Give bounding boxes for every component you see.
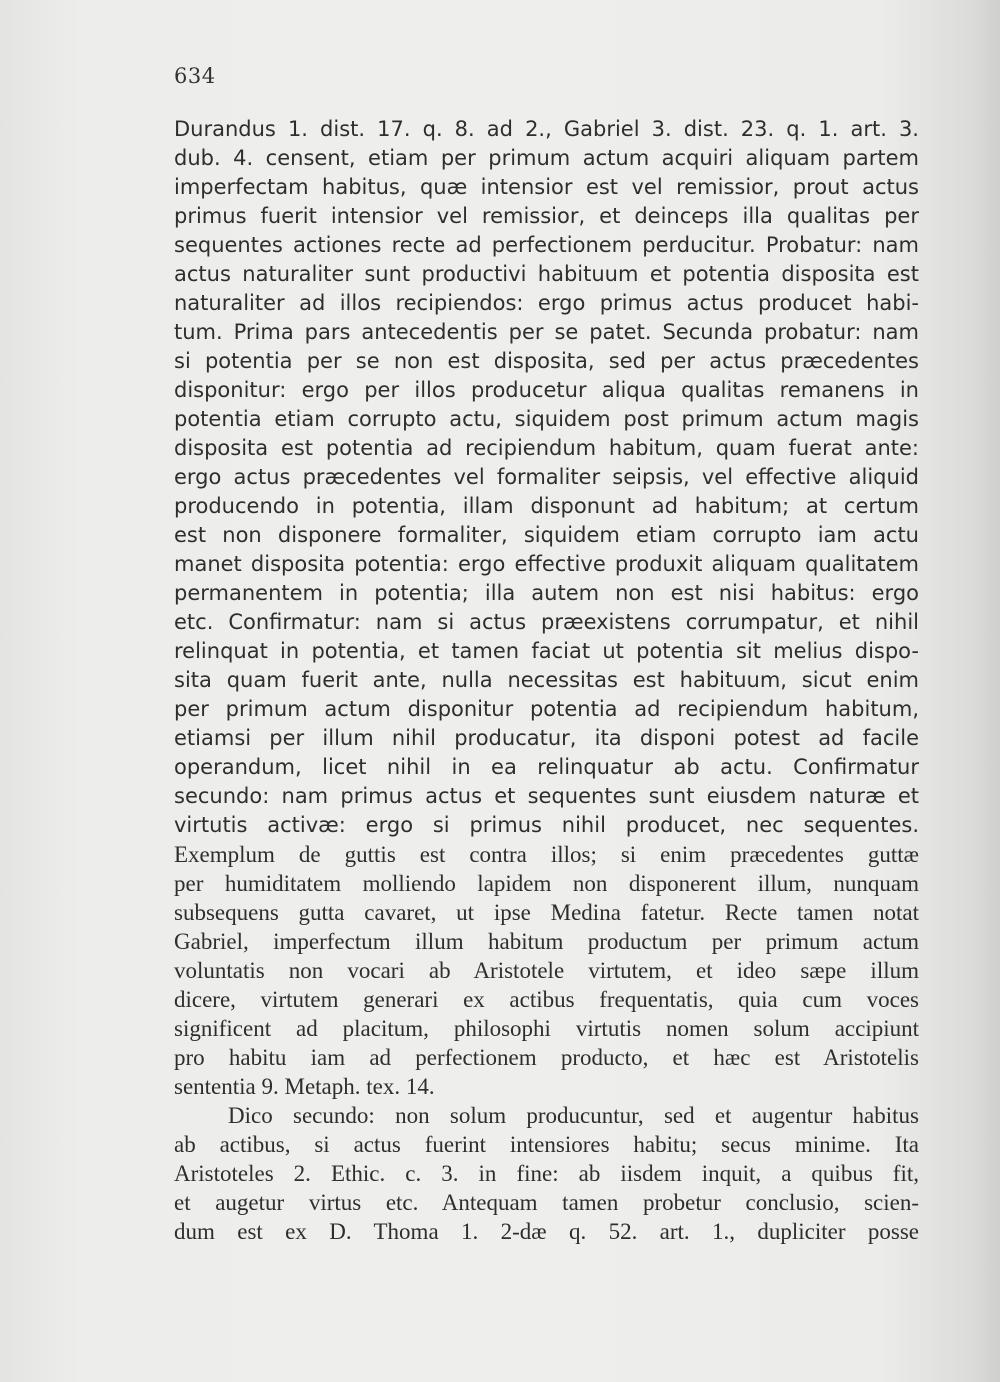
- text-line: pro habitu iam ad perfectionem producto, et hæc est Aristotelis: [174, 1045, 919, 1070]
- text-line: sita quam fuerit ante, nulla necessitas est habituum, sicut enim: [174, 668, 919, 692]
- text-line: et augetur virtus etc. Antequam tamen probetur conclusio, scien-: [174, 1190, 919, 1215]
- text-line: potentia etiam corrupto actu, siquidem post primum actum magis: [174, 407, 919, 431]
- text-line: tum. Prima pars antecedentis per se patet. Secunda probatur: nam: [174, 320, 919, 344]
- text-line: si potentia per se non est disposita, sed per actus præcedentes: [174, 349, 919, 373]
- text-line: naturaliter ad illos recipiendos: ergo primus actus producet habi-: [174, 291, 919, 315]
- text-line: ab actibus, si actus fuerint intensiores habitu; secus minime. Ita: [174, 1132, 919, 1157]
- text-line: dicere, virtutem generari ex actibus frequentatis, quia cum voces: [174, 987, 919, 1012]
- text-line: producendo in potentia, illam disponunt ad habitum; at certum: [174, 494, 919, 518]
- text-line: est non disponere formaliter, siquidem etiam corrupto iam actu: [174, 523, 919, 547]
- text-line: sequentes actiones recte ad perfectionem perducitur. Probatur: nam: [174, 233, 919, 257]
- text-line: per humiditatem molliendo lapidem non disponerent illum, nunquam: [174, 871, 919, 896]
- text-line: manet disposita potentia: ergo effective produxit aliquam qualitatem: [174, 552, 919, 576]
- text-line: per primum actum disponitur potentia ad recipiendum habitum,: [174, 697, 919, 721]
- text-line: voluntatis non vocari ab Aristotele virtutem, et ideo sæpe illum: [174, 958, 919, 983]
- text-line: ergo actus præcedentes vel formaliter seipsis, vel effective aliquid: [174, 465, 919, 489]
- text-line: disposita est potentia ad recipiendum habitum, quam fuerat ante:: [174, 436, 919, 460]
- text-line: dub. 4. censent, etiam per primum actum acquiri aliquam partem: [174, 146, 919, 170]
- text-line: Dico secundo: non solum producuntur, sed et augentur habitus: [228, 1103, 919, 1128]
- page-number: 634: [174, 64, 216, 88]
- text-line: imperfectam habitus, quæ intensior est vel remissior, prout actus: [174, 175, 919, 199]
- text-line: actus naturaliter sunt productivi habituum et potentia disposita est: [174, 262, 919, 286]
- text-line: operandum, licet nihil in ea relinquatur ab actu. Confirmatur: [174, 755, 919, 779]
- body-text: [174, 115, 919, 1246]
- text-line: disponitur: ergo per illos producetur aliqua qualitas remanens in: [174, 378, 919, 402]
- text-line: subsequens gutta cavaret, ut ipse Medina fatetur. Recte tamen notat: [174, 900, 919, 925]
- text-line: etc. Confirmatur: nam si actus præexistens corrumpatur, et nihil: [174, 610, 919, 634]
- text-line: Gabriel, imperfectum illum habitum productum per primum actum: [174, 929, 919, 954]
- text-line: primus fuerit intensior vel remissior, et deinceps illa qualitas per: [174, 204, 919, 228]
- text-line: significent ad placitum, philosophi virtutis nomen solum accipiunt: [174, 1016, 919, 1041]
- text-line: permanentem in potentia; illa autem non est nisi habitus: ergo: [174, 581, 919, 605]
- text-line: virtutis activæ: ergo si primus nihil producet, nec sequentes.: [174, 813, 919, 837]
- text-line: etiamsi per illum nihil producatur, ita disponi potest ad facile: [174, 726, 919, 750]
- text-line: Aristoteles 2. Ethic. c. 3. in fine: ab iisdem inquit, a quibus fit,: [174, 1161, 919, 1186]
- text-line: Exemplum de guttis est contra illos; si enim præcedentes guttæ: [174, 842, 919, 867]
- text-line: dum est ex D. Thoma 1. 2-dæ q. 52. art. 1., dupliciter posse: [174, 1219, 919, 1244]
- text-line: relinquat in potentia, et tamen faciat ut potentia sit melius dispo-: [174, 639, 919, 663]
- text-line: sententia 9. Metaph. tex. 14.: [174, 1074, 435, 1099]
- text-line: secundo: nam primus actus et sequentes sunt eiusdem naturæ et: [174, 784, 919, 808]
- text-line: Durandus 1. dist. 17. q. 8. ad 2., Gabriel 3. dist. 23. q. 1. art. 3.: [174, 117, 919, 141]
